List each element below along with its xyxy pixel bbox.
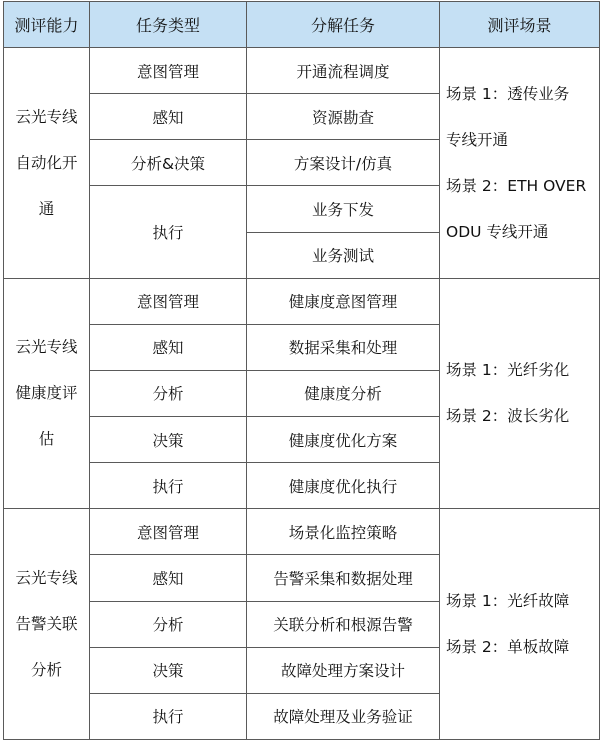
table-row (4, 278, 600, 324)
subtask-cell: 方案设计/仿真 (247, 140, 440, 186)
subtask-cell: 关联分析和根源告警 (247, 601, 440, 647)
task-type-cell: 意图管理 (90, 48, 247, 94)
header-row (4, 2, 600, 48)
task-type-cell: 分析 (90, 601, 247, 647)
capability-line: 通 (38, 199, 55, 218)
subtask-cell: 业务下发 (247, 186, 440, 232)
subtask-cell: 资源勘查 (247, 94, 440, 140)
subtask-cell: 故障处理及业务验证 (247, 693, 440, 739)
capability-line: 健康度评 (15, 384, 78, 403)
subtask-cell: 健康度意图管理 (247, 278, 440, 324)
subtask-cell: 场景化监控策略 (247, 509, 440, 555)
subtask-cell: 健康度优化执行 (247, 463, 440, 509)
capability-cell (4, 509, 90, 740)
capability-line: 云光专线 (15, 338, 78, 357)
task-type-cell: 感知 (90, 94, 247, 140)
subtask-cell: 数据采集和处理 (247, 324, 440, 370)
scenario-line: 场景 2：单板故障 (446, 638, 570, 657)
header-subtask: 分解任务 (247, 2, 440, 48)
task-type-cell: 感知 (90, 324, 247, 370)
scenario-line: 场景 1：透传业务 (446, 84, 570, 103)
scenario-line: 场景 1：光纤劣化 (446, 361, 570, 380)
task-type-cell: 意图管理 (90, 278, 247, 324)
task-type-cell: 决策 (90, 647, 247, 693)
task-type-cell: 决策 (90, 417, 247, 463)
capability-line: 云光专线 (15, 569, 78, 588)
scenario-line: 专线开通 (446, 130, 509, 149)
header-task-type: 任务类型 (90, 2, 247, 48)
task-type-cell: 感知 (90, 555, 247, 601)
scenario-cell (440, 509, 600, 740)
task-type-cell: 分析 (90, 370, 247, 416)
task-type-cell: 执行 (90, 463, 247, 509)
capability-line: 估 (38, 430, 55, 449)
capability-line: 自动化开 (15, 153, 78, 172)
scenario-line: 场景 2：波长劣化 (446, 407, 570, 426)
capability-cell (4, 48, 90, 279)
header-scenario: 测评场景 (440, 2, 600, 48)
subtask-cell: 开通流程调度 (247, 48, 440, 94)
capability-line: 云光专线 (15, 107, 78, 126)
scenario-line: ODU 专线开通 (446, 222, 549, 241)
scenario-line: 场景 2：ETH OVER (446, 176, 587, 195)
scenario-cell (440, 48, 600, 279)
evaluation-table (3, 1, 600, 740)
task-type-cell: 意图管理 (90, 509, 247, 555)
capability-line: 告警关联 (15, 615, 78, 634)
subtask-cell: 业务测试 (247, 232, 440, 278)
task-type-cell: 执行 (90, 186, 247, 278)
capability-cell (4, 278, 90, 509)
header-capability: 测评能力 (4, 2, 90, 48)
scenario-cell (440, 278, 600, 509)
table-row (4, 509, 600, 555)
scenario-line: 场景 1：光纤故障 (446, 592, 570, 611)
subtask-cell: 健康度优化方案 (247, 417, 440, 463)
subtask-cell: 告警采集和数据处理 (247, 555, 440, 601)
subtask-cell: 健康度分析 (247, 370, 440, 416)
task-type-cell: 分析&决策 (90, 140, 247, 186)
task-type-cell: 执行 (90, 693, 247, 739)
subtask-cell: 故障处理方案设计 (247, 647, 440, 693)
table-row (4, 48, 600, 94)
capability-line: 分析 (30, 661, 62, 680)
